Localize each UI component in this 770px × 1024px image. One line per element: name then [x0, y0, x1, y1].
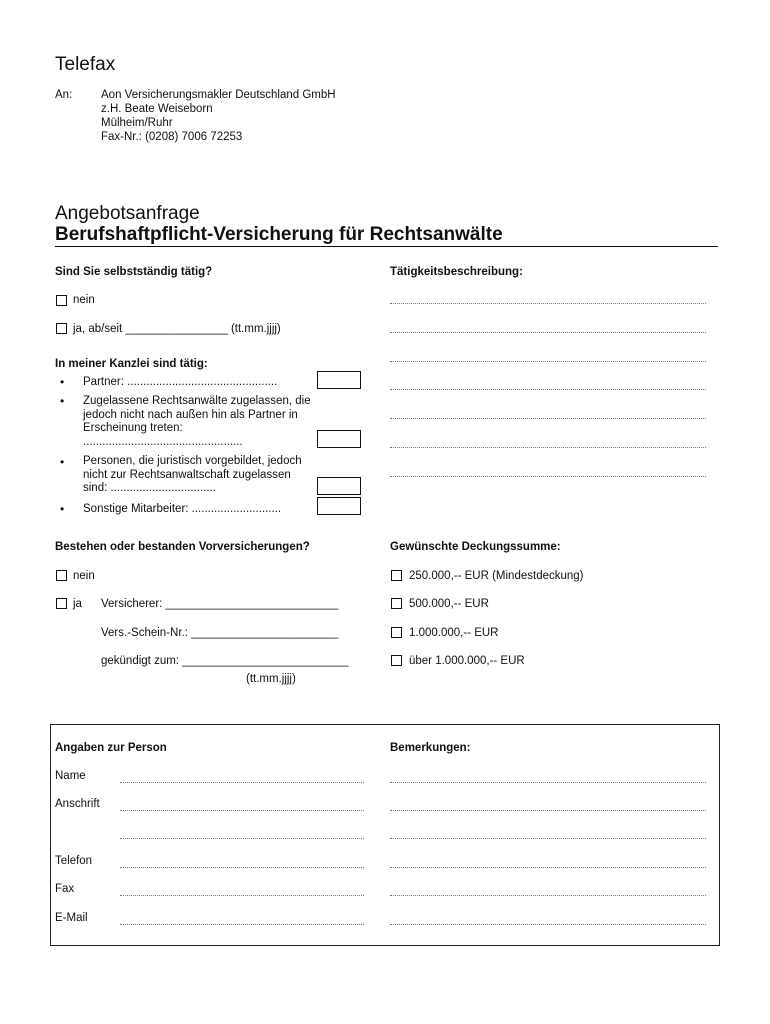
office-staff-count-box[interactable] [317, 497, 361, 515]
activity-line[interactable] [390, 418, 706, 419]
request-title: Angebotsanfrage [55, 203, 200, 224]
bullet: • [60, 394, 65, 408]
activity-line[interactable] [390, 361, 706, 362]
address-label: Anschrift [55, 798, 100, 810]
recipient-person: z.H. Beate Weiseborn [101, 103, 213, 115]
office-jurists-count-box[interactable] [317, 477, 361, 495]
policy-number-field[interactable]: Vers.-Schein-Nr.: _______________________ [101, 627, 339, 639]
remarks-line[interactable] [390, 782, 706, 783]
fax-field[interactable] [120, 895, 364, 896]
recipient-city: Mülheim/Ruhr [101, 117, 173, 129]
office-lawyers-count-box[interactable] [317, 430, 361, 448]
remarks-line[interactable] [390, 838, 706, 839]
prior-insurance-no-label: nein [73, 570, 95, 582]
coverage-250k-checkbox[interactable] [391, 570, 402, 581]
activity-line[interactable] [390, 389, 706, 390]
coverage-over-1m-checkbox[interactable] [391, 655, 402, 666]
activity-line[interactable] [390, 303, 706, 304]
person-remarks-frame [50, 724, 720, 946]
office-partner-count-box[interactable] [317, 371, 361, 389]
prior-insurance-yes-checkbox[interactable] [56, 598, 67, 609]
insurer-field[interactable]: Versicherer: ___________________________ [101, 598, 339, 610]
coverage-1m-checkbox[interactable] [391, 627, 402, 638]
coverage-1m-label: 1.000.000,-- EUR [409, 627, 499, 639]
bullet: • [60, 502, 65, 516]
prior-insurance-yes-label: ja [73, 598, 82, 610]
office-jurists-label: Personen, die juristisch vorgebildet, jedoch nicht zur Rechtsanwaltschaft zugelassen sind: ................................. [83, 455, 302, 494]
address-field-2[interactable] [120, 838, 364, 839]
activity-line[interactable] [390, 447, 706, 448]
fax-title: Telefax [55, 54, 116, 75]
coverage-question: Gewünschte Deckungssumme: [390, 541, 561, 553]
fax-label: Fax [55, 883, 75, 895]
phone-field[interactable] [120, 867, 364, 868]
address-field[interactable] [120, 810, 364, 811]
remarks-line[interactable] [390, 810, 706, 811]
to-label: An: [55, 89, 73, 101]
activity-label: Tätigkeitsbeschreibung: [390, 266, 523, 278]
cancelled-date-field[interactable]: gekündigt zum: __________________________ [101, 655, 349, 667]
self-employed-yes-label: ja, ab/seit ________________ (tt.mm.jjjj) [73, 323, 281, 335]
self-employed-question: Sind Sie selbstständig tätig? [55, 266, 213, 278]
name-field[interactable] [120, 782, 364, 783]
email-field[interactable] [120, 924, 364, 925]
prior-insurance-no-checkbox[interactable] [56, 570, 67, 581]
recipient-fax: Fax-Nr.: (0208) 7006 72253 [101, 131, 243, 143]
remarks-line[interactable] [390, 867, 706, 868]
self-employed-no-checkbox[interactable] [56, 295, 67, 306]
coverage-500k-label: 500.000,-- EUR [409, 598, 489, 610]
recipient-company: Aon Versicherungsmakler Deutschland GmbH [101, 89, 336, 101]
date-format-hint: (tt.mm.jjjj) [246, 673, 296, 685]
bullet: • [60, 455, 65, 469]
email-label: E-Mail [55, 912, 88, 924]
prior-insurance-question: Bestehen oder bestanden Vorversicherungen? [55, 541, 310, 553]
office-staff-label: Sonstige Mitarbeiter: ............................ [83, 503, 282, 515]
activity-line[interactable] [390, 476, 706, 477]
self-employed-no-label: nein [73, 294, 95, 306]
name-label: Name [55, 770, 86, 782]
office-lawyers-label: Zugelassene Rechtsanwälte zugelassen, die jedoch nicht nach außen hin als Partner in Erscheinung treten: .................................................. [83, 395, 311, 448]
office-heading: In meiner Kanzlei sind tätig: [55, 358, 208, 370]
bullet: • [60, 375, 65, 389]
coverage-over-1m-label: über 1.000.000,-- EUR [409, 655, 525, 667]
coverage-500k-checkbox[interactable] [391, 598, 402, 609]
office-partner-label: Partner: ............................................... [83, 376, 278, 388]
title-divider [55, 246, 718, 247]
remarks-heading: Bemerkungen: [390, 742, 471, 754]
phone-label: Telefon [55, 855, 93, 867]
person-heading: Angaben zur Person [55, 742, 167, 754]
remarks-line[interactable] [390, 895, 706, 896]
self-employed-yes-checkbox[interactable] [56, 323, 67, 334]
activity-line[interactable] [390, 332, 706, 333]
request-subtitle: Berufshaftpflicht-Versicherung für Rechtsanwälte [55, 224, 503, 245]
coverage-250k-label: 250.000,-- EUR (Mindestdeckung) [409, 570, 584, 582]
remarks-line[interactable] [390, 924, 706, 925]
